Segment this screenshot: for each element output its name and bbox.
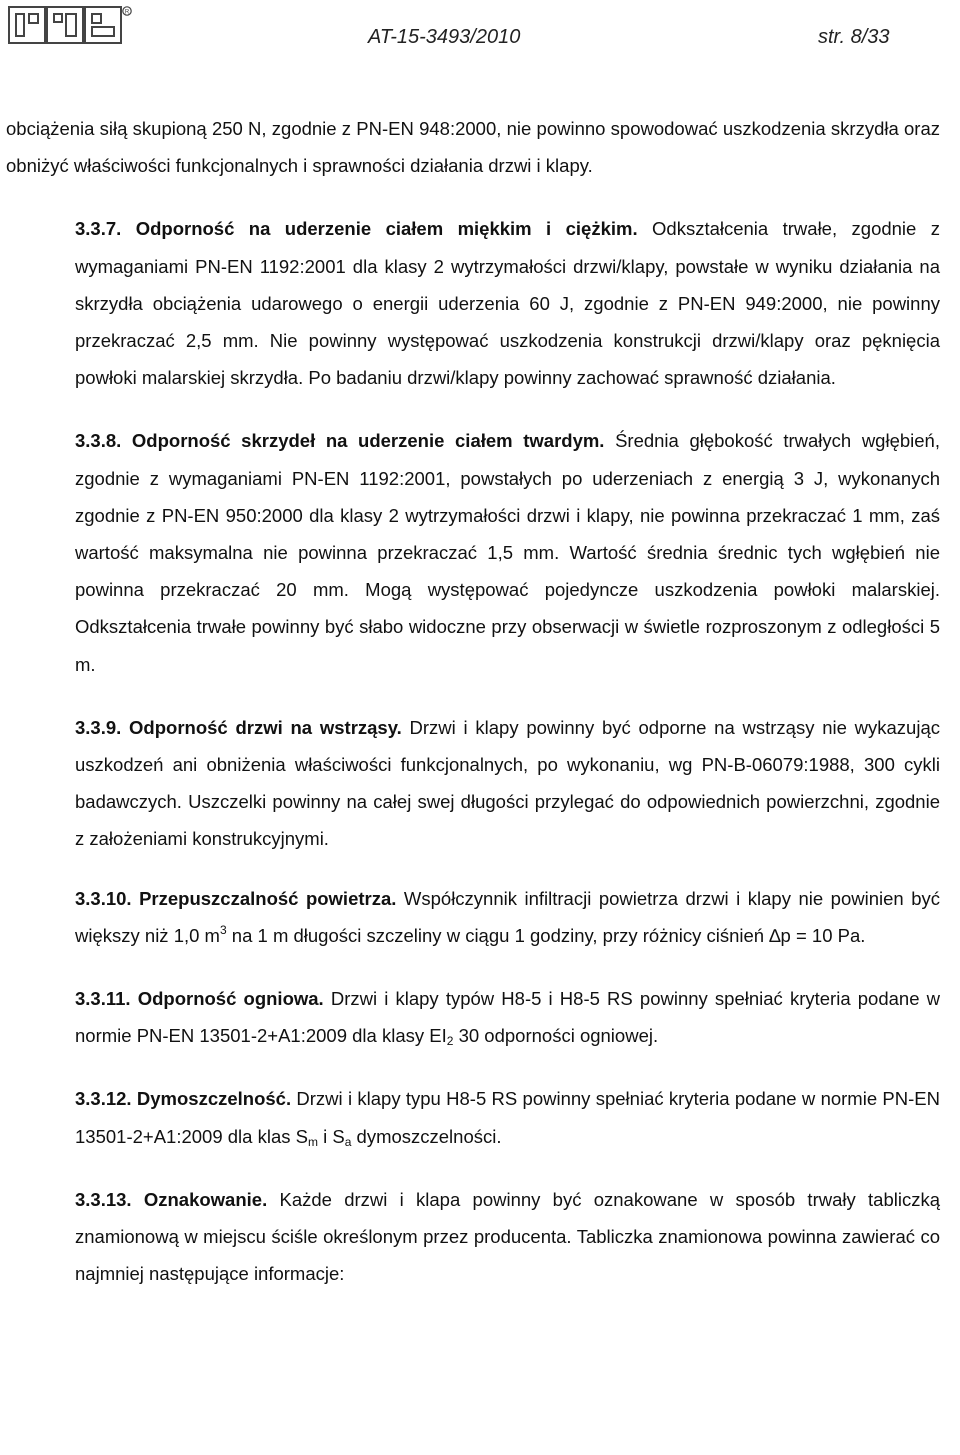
section-heading: 3.3.8. Odporność skrzydeł na uderzenie ciałem twardym. [75, 430, 605, 452]
section-text: dymoszczelności. [351, 1125, 502, 1147]
section-text: Odkształcenia trwałe, zgodnie z wymaganiami PN-EN 1192:2001 dla klasy 2 wytrzymałości drzwi/klapy, powstałe w wyniku działania na skrzydła obciążenia udarowego o energii uderzenia 60 J, zgodnie z PN-EN 949:2000, nie powinny przekraczać 2,5 mm. Nie powinny występować uszkodzenia konstrukcji drzwi/klapy oraz pęknięcia powłoki malarskiej skrzydła. Po badaniu drzwi/klapy powinny zachować sprawność działania. [75, 218, 940, 389]
section-text: Średnia głębokość trwałych wgłębień, zgodnie z wymaganiami PN-EN 1192:2001, powstałych po uderzeniach z energią 3 J, wykonanych zgodnie z PN-EN 950:2000 dla klasy 2 wytrzymałości drzwi i klapy, nie powinna przekraczać 1 mm, zaś wartość maksymalna nie powinna przekraczać 1,5 mm. Wartość średnia średnic tych wgłębień nie powinna przekraczać 20 mm. Mogą występować pojedyncze uszkodzenia powłoki malarskiej. Odkształcenia trwałe powinny być słabo widoczne przy obserwacji w świetle rozproszonym z odległości 5 m. [75, 430, 940, 675]
section-text: Drzwi i klapy powinny być odporne na wstrząsy nie wykazując uszkodzeń ani obniżenia właściwości funkcjonalnych, po wykonaniu, wg PN-B-06079:1988, 300 cykli badawczych. Uszczelki powinny na całej swej długości przylegać do odpowiednich powierzchni, zgodnie z założeniami konstrukcyjnymi. [75, 716, 940, 850]
section-heading: 3.3.10. Przepuszczalność powietrza. [75, 887, 397, 909]
section-text: Każde drzwi i klapa powinny być oznakowane w sposób trwały tabliczką znamionową w miejscu ściśle określonym przez producenta. Tabliczka znamionowa powinna zawierać co najmniej następujące informacje: [75, 1188, 940, 1285]
section-text: p = 10 Pa. [780, 924, 866, 946]
intro-paragraph: obciążenia siłą skupioną 250 N, zgodnie z PN-EN 948:2000, nie powinno spowodować uszkodzenia skrzydła oraz obniżyć właściwości funkcjonalnych i sprawności działania drzwi i klapy. [6, 118, 940, 177]
section-text: i S [317, 1125, 345, 1147]
section-heading: 3.3.7. Odporność na uderzenie ciałem miękkim i ciężkim. [75, 218, 638, 240]
section-heading: 3.3.13. Oznakowanie. [75, 1188, 268, 1210]
delta-symbol: ∆ [769, 924, 781, 946]
section-3-3-10 [6, 880, 940, 954]
svg-text:R: R [124, 9, 130, 16]
page-header [0, 0, 960, 60]
section-3-3-9 [6, 709, 940, 858]
subscript: m [307, 1134, 318, 1149]
page-number: str. 8/33 [818, 26, 890, 48]
section-3-3-11 [6, 980, 940, 1054]
section-3-3-13 [6, 1181, 940, 1293]
section-text: Drzwi i klapy typu H8-5 RS powinny spełniać kryteria podane w normie PN-EN 13501-2+A1:2009 dla klas S [75, 1088, 940, 1147]
itb-logo [8, 4, 132, 51]
document-body [6, 110, 940, 1292]
section-text: 30 odporności ogniowej. [453, 1025, 659, 1047]
superscript: 3 [219, 922, 227, 937]
section-3-3-7 [6, 210, 940, 396]
section-text: Współczynnik infiltracji powietrza drzwi i klapy nie powinien być większy niż 1,0 m [75, 887, 940, 946]
subscript: a [344, 1134, 352, 1149]
section-heading: 3.3.9. Odporność drzwi na wstrząsy. [75, 716, 402, 738]
section-text: na 1 m długości szczeliny w ciągu 1 godziny, przy różnicy ciśnień [226, 924, 770, 946]
document-id: AT-15-3493/2010 [368, 26, 521, 48]
section-text: Drzwi i klapy typów H8-5 i H8-5 RS powinny spełniać kryteria podane w normie PN-EN 13501-2+A1:2009 dla klasy EI [75, 988, 940, 1047]
subscript: 2 [446, 1034, 454, 1049]
section-3-3-12 [6, 1080, 940, 1154]
section-heading: 3.3.12. Dymoszczelność. [75, 1088, 292, 1110]
section-3-3-8 [6, 422, 940, 682]
section-heading: 3.3.11. Odporność ogniowa. [75, 988, 324, 1010]
